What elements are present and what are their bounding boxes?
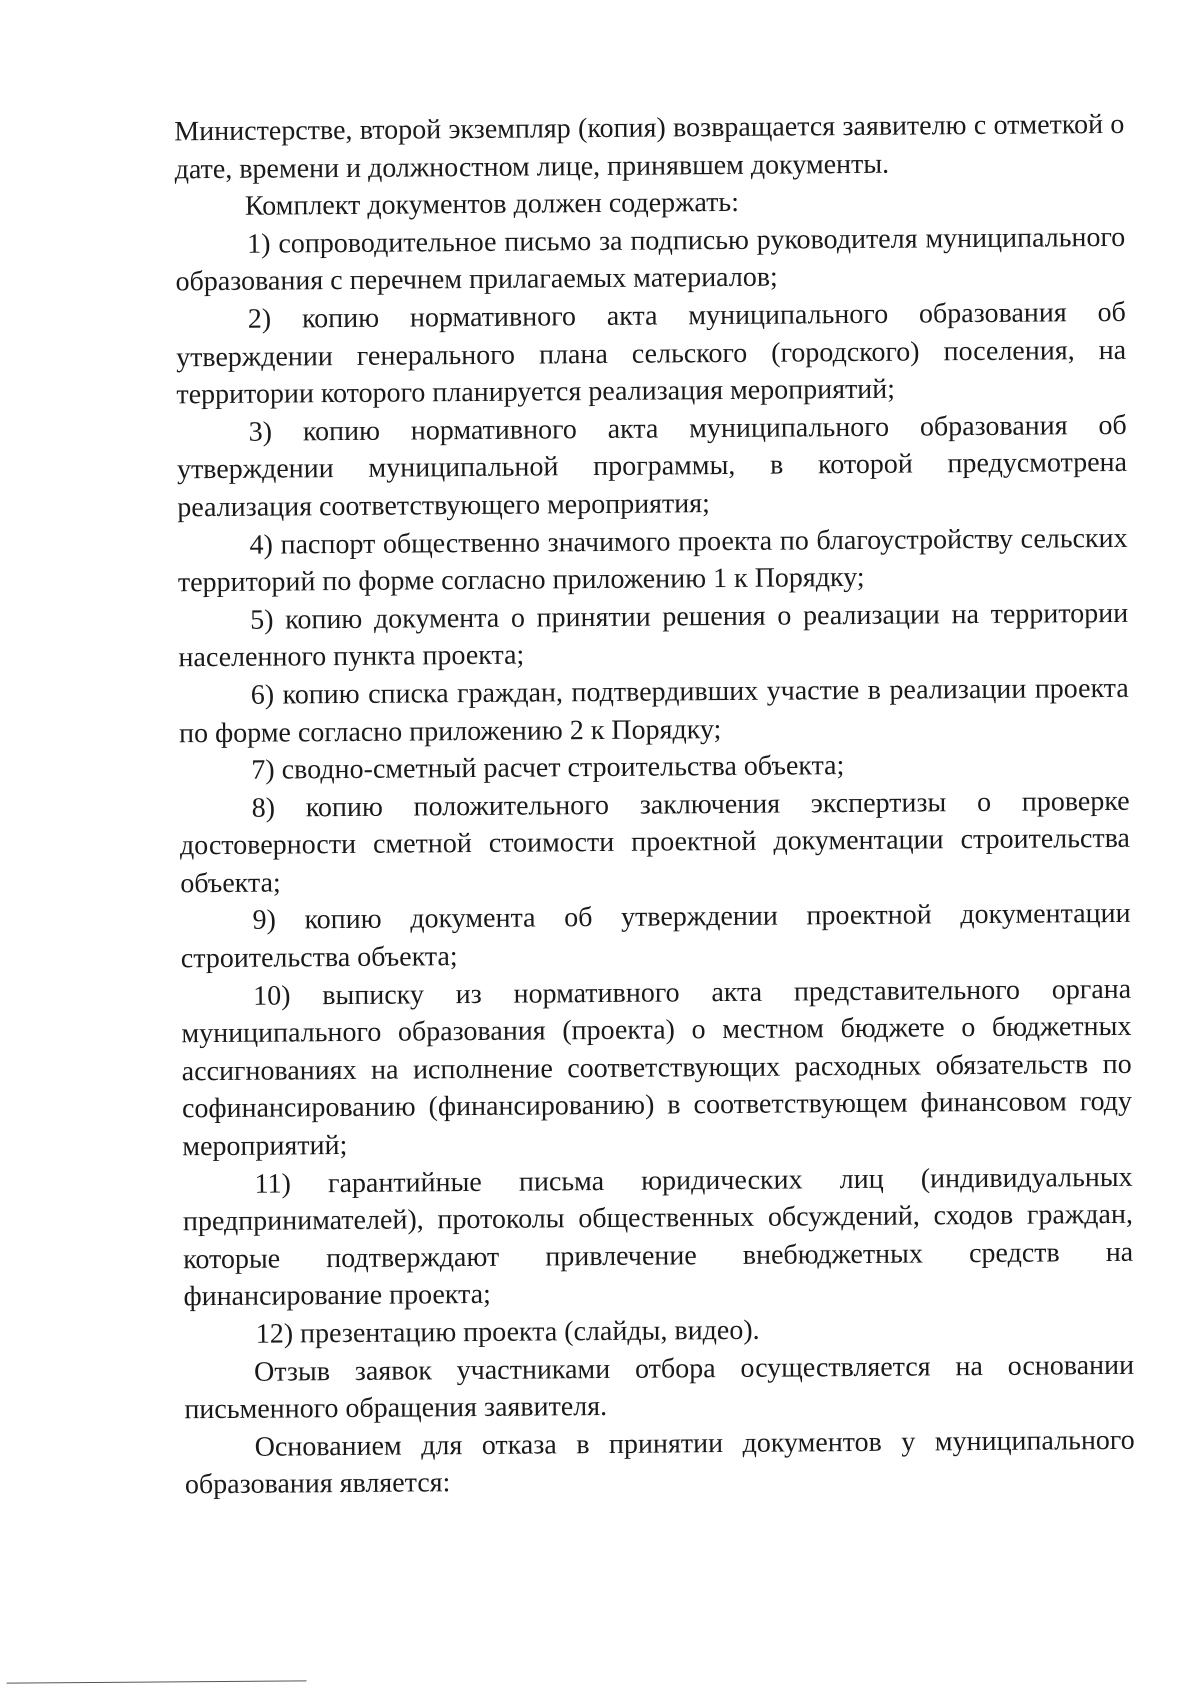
list-item-12: 12) презентацию проекта (слайды, видео).	[255, 1314, 760, 1350]
list-item-4: 4) паспорт общественно значимого проекта по благоустройству сельских территорий по форме согласно приложению 1 к Порядку;	[177, 522, 1128, 599]
list-item-2: 2) копию нормативного акта муниципального образования об утверждении генерального плана сельского (городского) поселения, на территории которого планируется реализация мероприятий;	[175, 296, 1127, 411]
list-item-11: 11) гарантийные письма юридических лиц (индивидуальных предпринимателей), протоколы общественных обсуждений, сходов граждан, которые подтверждают привлечение внебюджетных средств на финансирование проекта;	[182, 1161, 1134, 1313]
footer-rule	[7, 1680, 307, 1683]
list-item-7: 7) сводно-сметный расчет строительства объекта;	[251, 750, 845, 786]
list-item-1: 1) сопроводительное письмо за подписью руководителя муниципального образования с перечнем прилагаемых материалов;	[175, 221, 1126, 298]
list-item-9: 9) копию документа об утверждении проектной документации строительства объекта;	[180, 898, 1131, 975]
list-item-8: 8) копию положительного заключения экспертизы о проверке достоверности сметной стоимости проектной документации строительства объекта;	[179, 785, 1131, 900]
paragraph-withdrawal: Отзыв заявок участниками отбора осуществляется на основании письменного обращения заявителя.	[184, 1349, 1135, 1426]
document-body	[174, 106, 1135, 1504]
list-item-10: 10) выписку из нормативного акта представительного органа муниципального образования (проекта) о местном бюджете о бюджетных ассигнованиях на исполнение соответствующих расходных обязательств по софинансированию (финансированию) в соответствующем финансовом году мероприятий;	[181, 973, 1133, 1163]
paragraph-list-intro: Комплект документов должен содержать:	[244, 187, 740, 222]
paragraph-refusal-grounds: Основанием для отказа в принятии документов у муниципального образования является:	[184, 1424, 1135, 1501]
list-item-6: 6) копию списка граждан, подтвердивших участие в реализации проекта по форме согласно приложению 2 к Порядку;	[178, 672, 1129, 749]
paragraph-continuation: Министерстве, второй экземпляр (копия) возвращается заявителю с отметкой о дате, времени и должностном лице, принявшем документы.	[174, 108, 1125, 185]
list-item-5: 5) копию документа о принятии решения о реализации на территории населенного пункта проекта;	[178, 597, 1129, 674]
list-item-3: 3) копию нормативного акта муниципального образования об утверждении муниципальной программы, в которой предусмотрена реализация соответствующего мероприятия;	[176, 409, 1128, 524]
